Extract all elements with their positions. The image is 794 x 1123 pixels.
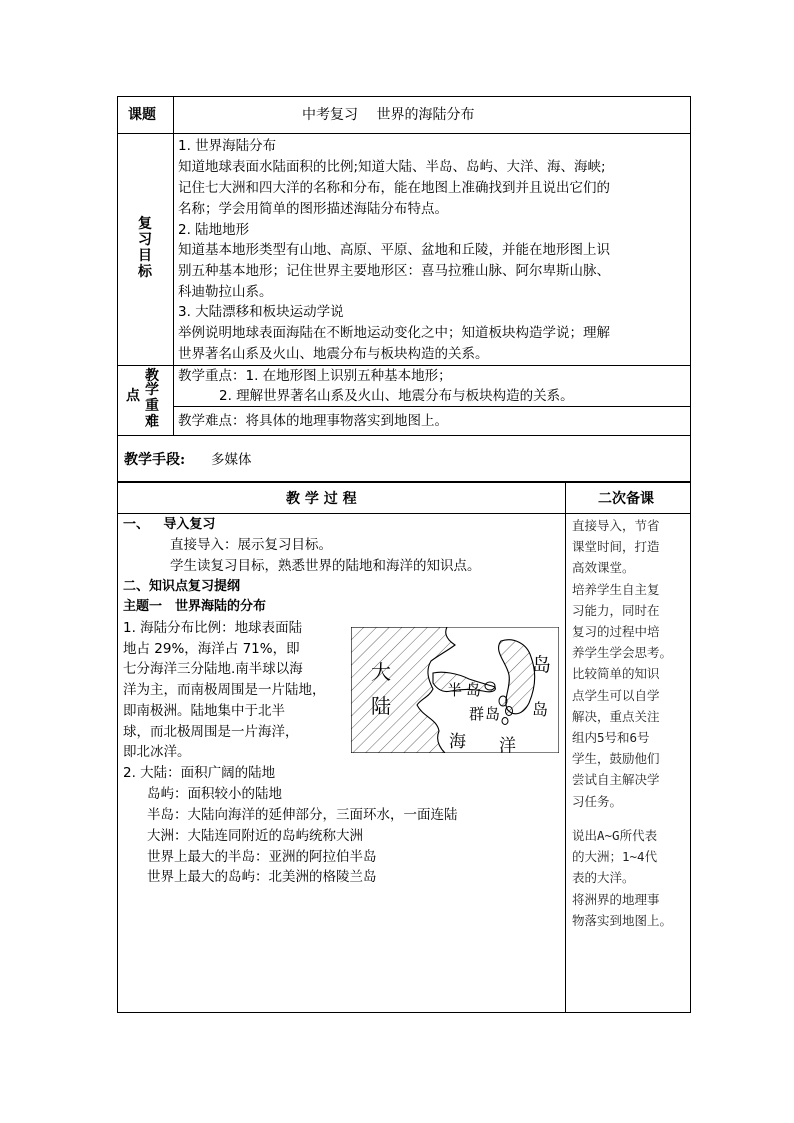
definition-line: 2. 大陆：面积广阔的陆地 — [123, 765, 276, 781]
side-note-line: 直接导入，节省 — [572, 518, 660, 533]
definition-line: 岛屿：面积较小的陆地 — [147, 786, 282, 802]
goal-line: 知道地球表面水陆面积的比例;知道大陆、半岛、岛屿、大洋、海、海峡; — [178, 159, 606, 175]
definition-line: 世界上最大的半岛：亚洲的阿拉伯半岛 — [147, 849, 377, 865]
topic-label: 课题 — [128, 107, 156, 123]
ratio-line: 七分海洋三分陆地.南半球以海 — [123, 661, 303, 677]
keypoints-label-char: 学 — [145, 382, 159, 398]
intro-line: 学生读复习目标，熟悉世界的陆地和海洋的知识点。 — [170, 558, 481, 574]
peninsula-label: 半岛 — [447, 681, 486, 699]
theme-title: 主题一 世界海陆的分布 — [123, 599, 267, 614]
goal-line: 1. 世界海陆分布 — [178, 138, 277, 154]
goals-label-char: 复 — [138, 216, 152, 232]
goal-line: 别五种基本地形；记住世界主要地形区：喜马拉雅山脉、阿尔卑斯山脉、 — [178, 263, 610, 279]
side-note-line: 习能力，同时在 — [572, 602, 660, 618]
side-note-line: 培养学生自主复 — [572, 581, 660, 597]
goals-label-char: 标 — [138, 264, 152, 280]
archipelago-islet — [506, 707, 513, 716]
side-note-line: 学生，鼓励他们 — [572, 751, 660, 767]
side-note-line: 尝试自主解决学 — [572, 772, 660, 788]
side-notes-map — [572, 825, 690, 931]
side-note-line: 表的大洋。 — [572, 870, 635, 886]
keypoints-label-char: 难 — [145, 414, 159, 430]
ratio-line: 地占 29%，海洋占 71%，即 — [123, 641, 300, 657]
island-label: 岛 — [532, 700, 549, 719]
topic-title: 中考复习 世界的海陆分布 — [302, 107, 475, 123]
land-sea-diagram — [351, 627, 559, 753]
teaching-difficulty: 教学难点：将具体的地理事物落实到地图上。 — [178, 413, 448, 429]
ocean-label: 洋 — [499, 736, 516, 753]
teaching-focus: 教学重点：1. 在地形图上识别五种基本地形； — [178, 368, 452, 384]
archipelago-islet — [502, 718, 508, 725]
intro-line: 直接导入：展示复习目标。 — [170, 537, 332, 553]
ratio-line: 球，而北极周围是一片海洋， — [123, 724, 299, 740]
divider — [117, 513, 691, 514]
definition-line: 世界上最大的岛屿：北美洲的格陵兰岛 — [147, 869, 377, 885]
divider — [117, 133, 691, 134]
side-note-line: 解决，重点关注 — [572, 708, 660, 724]
archipelago-label: 群岛 — [469, 705, 502, 723]
side-note-line: 养学生学会思考。 — [572, 645, 673, 661]
continent-label: 大 — [371, 660, 391, 684]
island-label: 岛 — [532, 654, 552, 676]
continent-label: 陆 — [371, 694, 391, 718]
side-note-line: 习任务。 — [572, 793, 623, 809]
side-note-line: 的大洲；1~4代 — [572, 849, 658, 865]
goal-line: 2. 陆地地形 — [178, 222, 250, 238]
side-note-line: 说出A~G所代表 — [572, 828, 658, 843]
side-note-line: 点学生可以自学 — [572, 687, 660, 703]
side-note-line: 课堂时间，打造 — [572, 539, 660, 555]
side-note-line: 组内5号和6号 — [572, 730, 650, 746]
side-note-line: 复习的过程中培 — [572, 624, 660, 640]
goal-line: 科迪勒拉山系。 — [178, 284, 273, 300]
means-label: 教学手段: — [124, 452, 186, 468]
side-note-line: 高效课堂。 — [572, 560, 635, 576]
goal-line: 3. 大陆漂移和板块运动学说 — [178, 304, 344, 320]
keypoints-label-char: 点 — [126, 388, 140, 404]
keypoints-label-char: 教 — [145, 368, 159, 384]
ratio-line: 即南极洲。陆地集中于北半 — [123, 703, 285, 719]
means-value: 多媒体 — [211, 452, 252, 468]
definition-line: 大洲：大陆连同附近的岛屿统称大洲 — [147, 828, 363, 844]
side-notes — [572, 515, 690, 812]
section-title: 一、 导入复习 — [123, 517, 216, 532]
side-note-line: 将洲界的地理事 — [572, 891, 660, 907]
goals-label-char: 目 — [138, 248, 152, 264]
side-note-line: 比较简单的知识 — [572, 666, 660, 682]
ratio-line: 1. 海陆分布比例：地球表面陆 — [123, 620, 303, 636]
goal-line: 世界著名山系及火山、地震分布与板块构造的关系。 — [178, 346, 489, 362]
definition-line: 半岛：大陆向海洋的延伸部分，三面环水，一面连陆 — [147, 807, 458, 823]
side-note-line: 物落实到地图上。 — [572, 912, 673, 928]
ratio-line: 洋为主，而南极周围是一片陆地， — [123, 682, 326, 698]
divider — [173, 96, 174, 435]
archipelago-islet — [485, 682, 495, 690]
divider — [565, 482, 566, 1013]
goal-line: 知道基本地形类型有山地、高原、平原、盆地和丘陵，并能在地形图上识 — [178, 242, 610, 258]
process-header: 教 学 过 程 — [286, 491, 357, 507]
goals-label-char: 习 — [138, 232, 152, 248]
teaching-focus: 2. 理解世界著名山系及火山、地震分布与板块构造的关系。 — [219, 388, 574, 404]
ocean-label: 海 — [449, 732, 466, 752]
goal-line: 记住七大洲和四大洋的名称和分布，能在地图上准确找到并且说出它们的 — [178, 180, 610, 196]
keypoints-label-char: 重 — [145, 398, 159, 414]
second-prep-header: 二次备课 — [598, 491, 654, 507]
section-title: 二、知识点复习提纲 — [123, 579, 241, 594]
divider — [117, 435, 691, 436]
goal-line: 举例说明地球表面海陆在不断地运动变化之中；知道板块构造学说；理解 — [178, 325, 610, 341]
goals-label — [135, 216, 155, 280]
goal-line: 名称；学会用简单的图形描述海陆分布特点。 — [178, 201, 448, 217]
ratio-line: 即北冰洋。 — [123, 744, 191, 760]
